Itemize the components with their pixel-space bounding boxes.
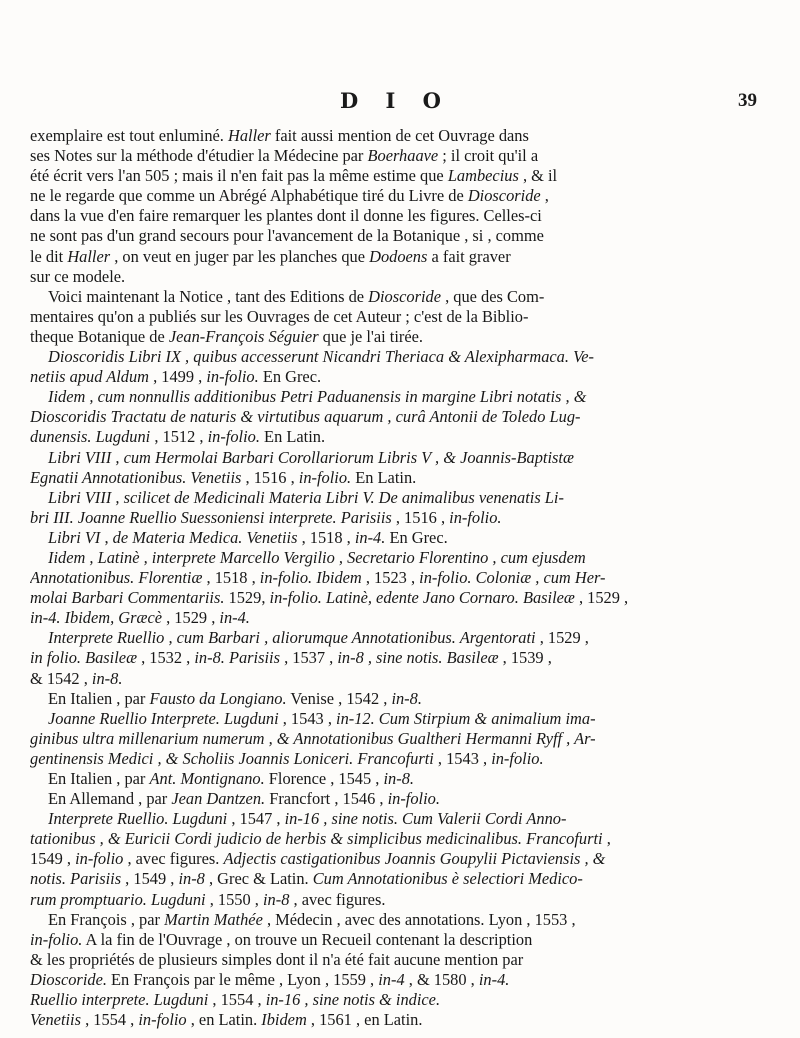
- text-span: Interprete Ruellio , cum Barbari , aliorumque Annotationibus. Argentorati: [48, 628, 536, 648]
- text-line: [30, 849, 800, 869]
- text-span: , 1499 ,: [148, 367, 207, 387]
- text-span: notis. Parisiis: [30, 869, 122, 889]
- text-span: in-4.: [478, 969, 510, 989]
- text-line: [30, 568, 800, 588]
- text-span: Dioscoride: [467, 186, 541, 206]
- text-span: gentinensis Medici , & Scholiis Joannis Loniceri. Francofurti: [30, 748, 434, 768]
- text-span: in-folio. Coloniæ , cum Her-: [419, 568, 606, 588]
- text-line: [30, 829, 800, 849]
- text-span: , 1529 ,: [535, 628, 589, 648]
- text-span: Ruellio interprete. Lugduni: [30, 990, 209, 1010]
- text-span: sur ce modele.: [30, 266, 126, 286]
- text-line: [30, 1010, 800, 1030]
- text-line: [30, 327, 800, 347]
- text-span: in-8.: [391, 688, 422, 708]
- text-span: Martin Mathée: [164, 909, 263, 929]
- text-line: [30, 186, 800, 206]
- text-line: [30, 407, 800, 427]
- page-header: [0, 88, 800, 118]
- text-span: , 1543 ,: [278, 708, 337, 728]
- text-span: in-8 , sine notis. Basileæ: [337, 648, 499, 668]
- text-span: Haller: [228, 126, 271, 145]
- text-span: in-8.: [383, 769, 415, 788]
- text-line: [30, 588, 800, 608]
- text-line: [30, 508, 800, 528]
- text-span: ne sont pas d'un grand secours pour l'avancement de la Botanique , si , comme: [30, 226, 544, 246]
- text-span: , 1550 ,: [205, 889, 263, 909]
- text-span: Fausto da Longiano.: [149, 688, 287, 708]
- text-span: in-folio.: [387, 789, 440, 809]
- text-span: Ant. Montignano.: [149, 769, 265, 788]
- text-line: [30, 367, 800, 387]
- text-span: netiis apud Aldum: [30, 367, 149, 387]
- text-span: in-8. Parisiis: [194, 648, 280, 668]
- text-span: in-4.: [354, 527, 386, 547]
- text-span: En Latin.: [351, 467, 417, 487]
- text-span: Joanne Ruellio Interprete. Lugduni: [48, 708, 279, 728]
- text-span: , 1518 ,: [202, 568, 260, 588]
- text-span: in-folio.: [491, 748, 544, 768]
- text-span: En Latin.: [259, 427, 326, 447]
- text-span: , 1532 ,: [137, 648, 195, 668]
- text-line: [30, 347, 800, 367]
- text-span: , 1561 , en Latin.: [306, 1010, 423, 1030]
- text-span: , 1554 ,: [208, 990, 266, 1010]
- text-span: , 1543 ,: [433, 748, 492, 768]
- text-span: in-folio.: [449, 507, 502, 527]
- text-line: [30, 869, 800, 889]
- text-span: & les propriétés de plusieurs simples dont il n'a été fait aucune mention par: [30, 949, 524, 969]
- text-line: [30, 930, 800, 950]
- text-span: Venise , 1542 ,: [286, 688, 392, 708]
- text-span: En François par le même , Lyon , 1559 ,: [106, 969, 379, 989]
- text-line: [30, 468, 800, 488]
- text-span: a fait graver: [427, 246, 511, 266]
- text-span: Libri VI: [48, 527, 101, 547]
- text-span: 1529,: [224, 588, 270, 608]
- text-span: , 1523 ,: [361, 568, 420, 588]
- text-line: [30, 206, 800, 226]
- text-span: Iidem , cum nonnullis additionibus Petri Paduanensis in margine Libri notatis , &: [48, 387, 587, 407]
- text-line: [30, 307, 800, 327]
- text-span: , avec figures.: [123, 849, 224, 869]
- text-line: [30, 669, 800, 689]
- text-span: in-folio. Latinè, edente Jano Cornaro. Basileæ: [269, 588, 575, 608]
- text-line: [30, 729, 800, 749]
- text-span: , avec figures.: [289, 889, 386, 909]
- text-span: A la fin de l'Ouvrage , on trouve un Recueil contenant la description: [82, 929, 533, 949]
- text-span: , 1554 ,: [80, 1010, 139, 1030]
- text-span: , & il: [518, 166, 558, 186]
- text-span: rum promptuario. Lugduni: [30, 889, 206, 909]
- text-span: de Materia Medica. Venetiis: [112, 527, 298, 547]
- text-line: [30, 709, 800, 729]
- text-span: Dioscoride: [368, 286, 441, 306]
- text-span: , 1529 ,: [162, 608, 220, 628]
- text-span: le dit: [30, 246, 68, 266]
- text-span: in-8: [263, 889, 290, 909]
- text-span: in-16 , sine notis & indice.: [265, 990, 441, 1010]
- text-span: Dioscoridis Libri IX , quibus accesserunt Nicandri Theriaca & Alexipharmaca. Ve-: [48, 347, 595, 367]
- text-span: Adjectis castigationibus Joannis Goupylii Pictaviensis , &: [223, 849, 606, 869]
- text-span: in-4: [378, 969, 405, 989]
- text-span: ,: [602, 829, 611, 849]
- text-span: , 1529 ,: [574, 588, 629, 608]
- text-span: En François , par: [48, 909, 165, 929]
- text-span: En Grec.: [258, 367, 322, 387]
- text-span: in-folio.: [30, 929, 83, 949]
- text-line: [30, 528, 800, 548]
- text-line: [30, 166, 800, 186]
- text-span: molai Barbari Commentariis.: [30, 588, 225, 608]
- text-span: Dodoens: [369, 246, 428, 266]
- text-span: dans la vue d'en faire remarquer les plantes dont il donne les figures. Celles-ci: [30, 206, 542, 226]
- text-line: [30, 970, 800, 990]
- text-span: Interprete Ruellio. Lugduni: [48, 809, 228, 829]
- text-span: Francfort , 1546 ,: [265, 789, 388, 809]
- text-span: Libri VIII , scilicet de Medicinali Materia Libri V. De animalibus venenatis Li-: [48, 487, 564, 507]
- text-span: tationibus , & Euricii Cordi judicio de herbis & simplicibus medicinalibus. Francofurti: [30, 829, 603, 849]
- text-span: in-8: [178, 869, 205, 889]
- text-line: [30, 548, 800, 568]
- text-span: , & 1580 ,: [404, 969, 479, 989]
- text-span: , 1512 ,: [150, 427, 208, 447]
- text-span: dunensis. Lugduni: [30, 427, 151, 447]
- text-span: theque Botanique de: [30, 326, 169, 346]
- text-span: fait aussi mention de cet Ouvrage dans: [270, 126, 529, 145]
- text-span: , Grec & Latin.: [204, 869, 313, 889]
- text-span: Dioscoridis Tractatu de naturis & virtutibus aquarum , curâ Antonii de Toledo Lug-: [30, 407, 581, 427]
- text-span: , que des Com-: [441, 286, 545, 306]
- text-span: Jean Dantzen.: [171, 789, 266, 809]
- text-span: & 1542 ,: [30, 668, 92, 688]
- text-line: [30, 267, 800, 287]
- text-span: Libri VIII , cum Hermolai Barbari Corollariorum Libris V , & Joannis-Baptistæ: [48, 447, 574, 467]
- text-span: in-folio: [138, 1010, 187, 1030]
- text-line: [30, 448, 800, 468]
- text-span: Egnatii Annotationibus. Venetiis: [30, 467, 242, 487]
- text-span: exemplaire est tout enluminé.: [30, 126, 228, 145]
- page-number: 39: [738, 90, 757, 111]
- text-span: Venetiis: [30, 1010, 81, 1030]
- text-span: , 1539 ,: [498, 648, 552, 668]
- text-span: , 1516 ,: [241, 467, 299, 487]
- text-span: , 1537 ,: [279, 648, 338, 668]
- text-span: Lambecius: [447, 166, 519, 186]
- text-span: Boerhaave: [367, 146, 439, 166]
- text-span: , en Latin.: [186, 1010, 262, 1030]
- text-span: Dioscoride.: [30, 969, 107, 989]
- text-span: in-folio.: [207, 427, 260, 447]
- text-span: Jean-François Séguier: [168, 326, 319, 346]
- text-line: [30, 608, 800, 628]
- text-line: [30, 990, 800, 1010]
- text-span: Haller: [67, 246, 111, 266]
- text-span: été écrit vers l'an 505 ; mais il n'en fait pas la même estime que: [30, 166, 448, 186]
- text-span: , 1516 ,: [391, 507, 450, 527]
- text-span: 1549 ,: [30, 849, 76, 869]
- text-line: [30, 387, 800, 407]
- text-span: in-12. Cum Stirpium & animalium ima-: [336, 708, 596, 728]
- text-span: Cum Annotationibus è selectiori Medico-: [312, 869, 583, 889]
- text-span: mentaires qu'on a publiés sur les Ouvrages de cet Auteur ; c'est de la Biblio-: [30, 306, 529, 326]
- text-line: [30, 749, 800, 769]
- text-span: in-8.: [91, 668, 123, 688]
- text-line: [30, 648, 800, 668]
- text-line: [30, 146, 800, 166]
- text-span: ginibus ultra millenarium numerum , & Annotationibus Gualtheri Hermanni Ryff , Ar-: [30, 728, 596, 748]
- text-span: que je l'ai tirée.: [318, 326, 424, 346]
- text-span: Voici maintenant la Notice , tant des Editions de: [48, 286, 369, 306]
- text-line: [30, 488, 800, 508]
- text-line: [30, 287, 800, 307]
- text-line: [30, 809, 800, 829]
- text-span: in-folio. Ibidem: [259, 568, 362, 588]
- text-span: , 1518 ,: [297, 527, 355, 547]
- text-span: in-folio.: [206, 367, 259, 387]
- text-span: ; il croit qu'il a: [438, 146, 539, 166]
- body-text: [30, 126, 800, 1030]
- text-line: [30, 247, 800, 267]
- text-span: , 1549 ,: [121, 869, 179, 889]
- text-span: in-folio.: [298, 467, 352, 487]
- text-span: ,: [540, 186, 549, 206]
- running-head: D I O: [340, 88, 451, 113]
- text-line: [30, 950, 800, 970]
- text-span: Annotationibus. Florentiæ: [30, 568, 203, 588]
- text-span: in-16 , sine notis. Cum Valerii Cordi Anno-: [284, 809, 567, 829]
- text-span: , 1547 ,: [227, 809, 285, 829]
- text-span: in-4. Ibidem, Græcè: [30, 608, 163, 628]
- text-line: [30, 910, 800, 930]
- text-span: , on veut en juger par les planches que: [110, 246, 370, 266]
- text-span: En Italien , par: [48, 769, 150, 788]
- text-line: [30, 126, 800, 146]
- text-span: En Allemand , par: [48, 789, 172, 809]
- text-span: bri III. Joanne Ruellio Suessoniensi interprete. Parisiis: [30, 507, 392, 527]
- text-span: Ibidem: [261, 1010, 307, 1030]
- text-span: in-folio: [75, 849, 124, 869]
- text-line: [30, 769, 800, 789]
- text-line: [30, 789, 800, 809]
- text-span: Florence , 1545 ,: [264, 769, 384, 788]
- text-span: En Italien , par: [48, 688, 150, 708]
- text-span: in-4.: [219, 608, 250, 628]
- text-line: [30, 226, 800, 246]
- text-line: [30, 628, 800, 648]
- text-span: ses Notes sur la méthode d'étudier la Médecine par: [30, 146, 368, 166]
- text-span: Iidem , Latinè , interprete Marcello Vergilio , Secretario Florentino , cum ejusdem: [48, 547, 586, 567]
- text-span: in folio. Basileæ: [30, 648, 137, 668]
- text-line: [30, 890, 800, 910]
- text-span: En Grec.: [385, 527, 448, 547]
- text-line: [30, 689, 800, 709]
- text-line: [30, 427, 800, 447]
- text-span: ne le regarde que comme un Abrégé Alphabétique tiré du Livre de: [30, 186, 468, 206]
- text-span: ,: [100, 527, 113, 547]
- text-span: , Médecin , avec des annotations. Lyon , 1553 ,: [262, 909, 576, 929]
